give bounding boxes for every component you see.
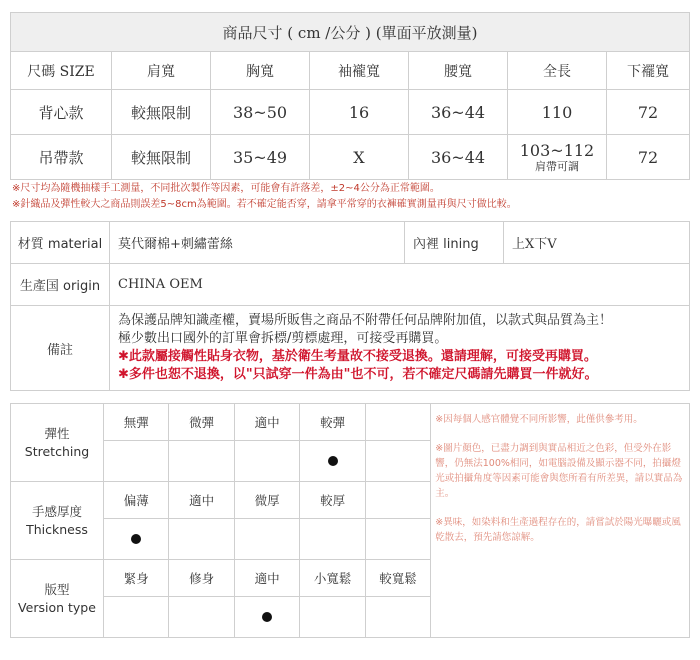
cell-length <box>508 135 607 180</box>
cell-chest: 38~50 <box>211 90 310 135</box>
side-note: ※異味，如染料和生產過程存在的，請嘗試於陽光曝曬或風乾散去，預先請您諒解。 <box>435 517 681 543</box>
version-slot <box>103 597 168 638</box>
selected-dot-icon <box>328 456 338 466</box>
blank-cell <box>365 482 430 519</box>
thickness-slot-selected <box>103 519 168 560</box>
remarks-line: 為保護品牌知識產權，賣場所販售之商品不附帶任何品牌附加值，以款式與品質為主！ <box>118 313 613 328</box>
selected-dot-icon <box>131 534 141 544</box>
header-chest: 胸寬 <box>211 52 310 90</box>
side-notes <box>431 404 690 638</box>
stretch-slot <box>103 441 168 482</box>
origin-label: 生產国 origin <box>11 264 110 306</box>
note-line: ※針織品及彈性較大之商品則誤差5~8cm為範圍。若不確定能否穿，請拿平常穿的衣褲確實測量再與尺寸做比較。 <box>12 199 517 210</box>
cell-waist: 36~44 <box>409 90 508 135</box>
length-note: 肩帶可調 <box>535 159 579 173</box>
stretch-label-en: Stretching <box>24 443 90 459</box>
cell-shoulder: 較無限制 <box>112 135 211 180</box>
size-table <box>10 12 690 180</box>
remarks-label: 備註 <box>11 306 110 391</box>
cell-shoulder: 較無限制 <box>112 90 211 135</box>
cell-length: 110 <box>508 90 607 135</box>
version-slot <box>300 597 365 638</box>
stretch-option: 適中 <box>234 404 299 441</box>
thickness-label-cn: 手感厚度 <box>31 503 82 519</box>
lining-label: 內裡 lining <box>405 222 504 264</box>
version-option: 較寬鬆 <box>365 560 430 597</box>
stretch-label-cn: 彈性 <box>44 425 70 441</box>
cell-armhole: X <box>310 135 409 180</box>
stretch-option: 較彈 <box>300 404 365 441</box>
version-label-en: Version type <box>18 599 96 615</box>
blank-cell <box>365 404 430 441</box>
thickness-option: 較厚 <box>300 482 365 519</box>
version-option: 小寬鬆 <box>300 560 365 597</box>
thickness-option: 微厚 <box>234 482 299 519</box>
header-hem: 下襬寬 <box>607 52 690 90</box>
stretch-option: 無彈 <box>103 404 168 441</box>
thickness-slot <box>169 519 234 560</box>
info-table <box>10 221 690 391</box>
version-slot <box>365 597 430 638</box>
version-option: 適中 <box>234 560 299 597</box>
stretch-slot <box>169 441 234 482</box>
thickness-label-en: Thickness <box>26 521 88 537</box>
header-waist: 腰寬 <box>409 52 508 90</box>
header-armhole: 袖襱寬 <box>310 52 409 90</box>
thickness-slot <box>300 519 365 560</box>
version-category <box>11 560 104 638</box>
cell-waist: 36~44 <box>409 135 508 180</box>
note-line: ※尺寸均為隨機抽樣手工測量，不同批次製作等因素，可能會有許落差，±2~4公分為正常範圍。 <box>12 183 440 194</box>
thickness-category <box>11 482 104 560</box>
origin-value: CHINA OEM <box>110 264 690 306</box>
size-row <box>11 90 690 135</box>
stretch-slot <box>234 441 299 482</box>
material-label: 材質 material <box>11 222 110 264</box>
side-note: ※因每個人感官體覺不同所影響，此僅供參考用。 <box>435 414 643 425</box>
header-shoulder: 肩寬 <box>112 52 211 90</box>
lining-value: 上X下V <box>504 222 690 264</box>
cell-hem: 72 <box>607 90 690 135</box>
stretch-slot-selected <box>300 441 365 482</box>
remarks-warning: ✱多件也恕不退換，以"只試穿一件為由"也不可，若不確定尺碼請先購買一件就好。 <box>118 367 598 382</box>
remarks-warning: ✱此款屬接觸性貼身衣物，基於衛生考量故不接受退換。還請理解，可接受再購買。 <box>118 349 597 364</box>
header-length: 全長 <box>508 52 607 90</box>
cell-hem: 72 <box>607 135 690 180</box>
stretch-category <box>11 404 104 482</box>
size-header-row <box>11 52 690 90</box>
version-label-cn: 版型 <box>44 581 70 597</box>
remarks-content <box>110 306 690 391</box>
version-option: 緊身 <box>103 560 168 597</box>
selected-dot-icon <box>262 612 272 622</box>
cell-armhole: 16 <box>310 90 409 135</box>
length-value: 103~112 <box>519 140 595 160</box>
stretch-option: 微彈 <box>169 404 234 441</box>
cell-chest: 35~49 <box>211 135 310 180</box>
version-option: 修身 <box>169 560 234 597</box>
size-row <box>11 135 690 180</box>
thickness-option: 適中 <box>169 482 234 519</box>
material-value: 莫代爾棉+刺繡蕾絲 <box>110 222 405 264</box>
thickness-option: 偏薄 <box>103 482 168 519</box>
measurement-notes <box>12 181 692 213</box>
thickness-slot <box>234 519 299 560</box>
blank-cell <box>365 441 430 482</box>
remarks-line: 極少數出口國外的訂單會拆標/剪標處理，可接受再購買。 <box>118 331 448 346</box>
fit-feel-table <box>10 403 690 638</box>
version-slot <box>169 597 234 638</box>
row-label: 吊帶款 <box>11 135 112 180</box>
row-label: 背心款 <box>11 90 112 135</box>
side-note: ※圖片顏色，已盡力調到與實品相近之色彩，但受外在影響，仍無法100%相同，如電腦設備及顯示器不同，拍攝燈光或拍攝角度等因素可能會與您所看有所差異，請以實品為主。 <box>435 443 683 499</box>
blank-cell <box>365 519 430 560</box>
size-table-title: 商品尺寸 ( cm /公分 ) (單面平放測量) <box>11 13 690 52</box>
header-size: 尺碼 SIZE <box>11 52 112 90</box>
version-slot-selected <box>234 597 299 638</box>
